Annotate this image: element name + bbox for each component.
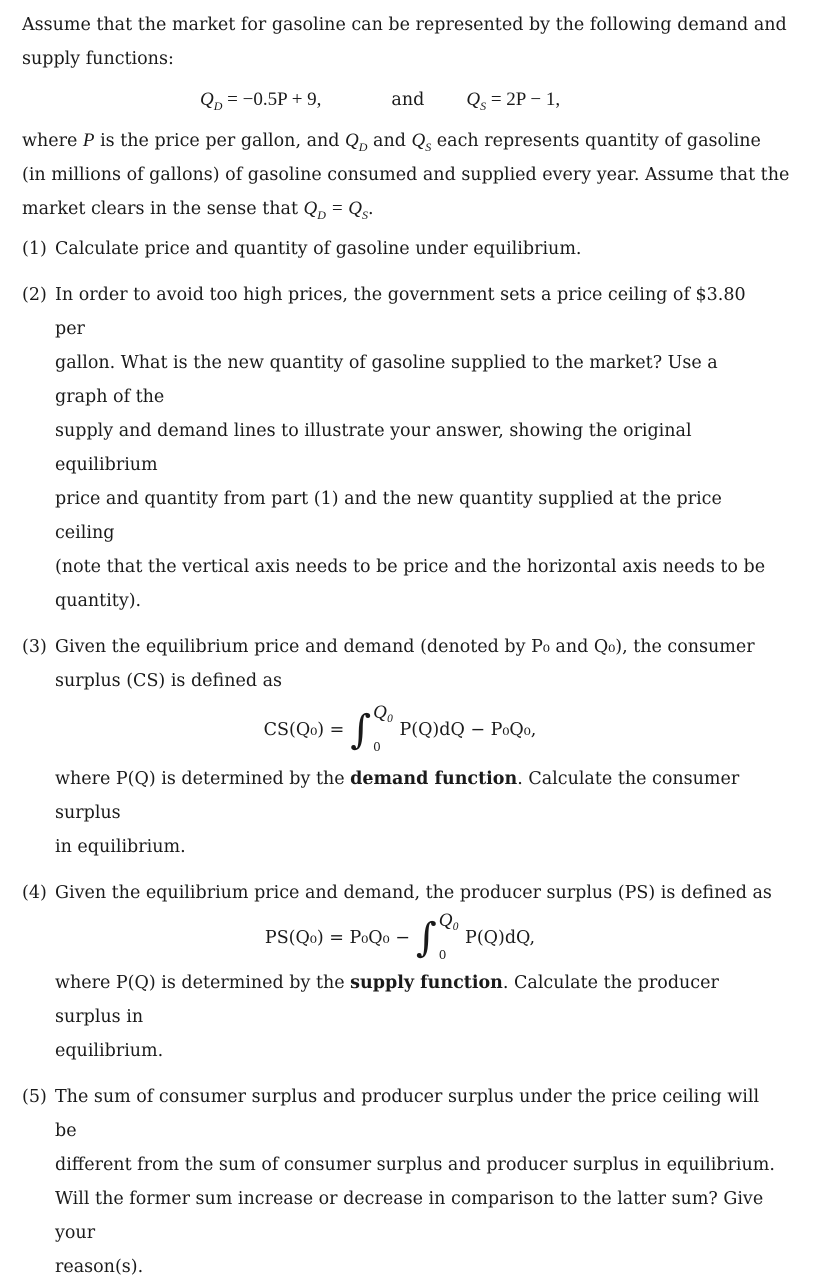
where-line-3: market clears in the sense that $Q_D = Q_S$. [22, 198, 374, 222]
question-text: In order to avoid too high prices, the government sets a price ceiling of $3.80 per [55, 285, 746, 339]
integral-sign: ∫ Q₀ 0 [415, 910, 460, 962]
question-text: The sum of consumer surplus and producer surplus under the price ceiling will be [55, 1087, 760, 1141]
question-number: (5) [22, 1087, 47, 1107]
question-3 [22, 630, 822, 864]
question-text: different from the sum of consumer surplus and producer surplus in equilibrium. [55, 1155, 775, 1175]
producer-surplus-formula: PS(Q₀) = P₀Q₀ − ∫ Q₀ 0 P(Q)dQ, [264, 910, 536, 962]
question-number: (3) [22, 637, 47, 657]
demand-equation: $Q_D = -0.5P + 9$, [200, 89, 322, 113]
question-text: Calculate price and quantity of gasoline under equilibrium. [55, 239, 582, 259]
question-text: (note that the vertical axis needs to be price and the horizontal axis needs to be [55, 557, 766, 577]
supply-equation: $Q_S = 2P - 1$, [466, 89, 561, 113]
question-text: equilibrium. [55, 1041, 164, 1061]
question-text: where P(Q) is determined by the supply function. Calculate the producer surplus in [55, 973, 719, 1027]
question-4 [22, 876, 822, 1068]
question-text: price and quantity from part (1) and the new quantity supplied at the price ceiling [55, 489, 722, 543]
question-text: gallon. What is the new quantity of gasoline supplied to the market? Use a graph of the [55, 353, 718, 407]
question-text: Given the equilibrium price and demand (denoted by P₀ and Q₀), the consumer [55, 637, 755, 657]
question-number: (4) [22, 883, 47, 903]
intro-line-1: Assume that the market for gasoline can be represented by the following demand and [22, 15, 787, 35]
where-line-2: (in millions of gallons) of gasoline consumed and supplied every year. Assume that the [22, 165, 790, 185]
consumer-surplus-formula: CS(Q₀) = ∫ Q₀ 0 P(Q)dQ − P₀Q₀, [263, 702, 537, 754]
integral-sign: ∫ Q₀ 0 [350, 702, 394, 754]
question-2 [22, 278, 822, 618]
supply-demand-equations [22, 76, 822, 124]
question-text: in equilibrium. [55, 837, 186, 857]
question-text: quantity). [55, 591, 142, 611]
question-text: surplus (CS) is defined as [55, 671, 283, 691]
and-text: and [391, 90, 425, 110]
where-line-1: where P is the price per gallon, and $Q_D$ and $Q_S$ each represents quantity of gasoline [22, 130, 761, 154]
question-text: where P(Q) is determined by the demand function. Calculate the consumer surplus [55, 769, 740, 823]
question-text: supply and demand lines to illustrate your answer, showing the original equilibrium [55, 421, 692, 475]
question-text: reason(s). [55, 1257, 144, 1277]
question-number: (1) [22, 239, 47, 259]
question-1 [22, 232, 822, 266]
question-text: Given the equilibrium price and demand, the producer surplus (PS) is defined as [55, 883, 772, 903]
intro-line-2: supply functions: [22, 49, 174, 69]
question-number: (2) [22, 285, 47, 305]
question-5 [22, 1080, 822, 1284]
question-text: Will the former sum increase or decrease in comparison to the latter sum? Give your [55, 1189, 764, 1243]
